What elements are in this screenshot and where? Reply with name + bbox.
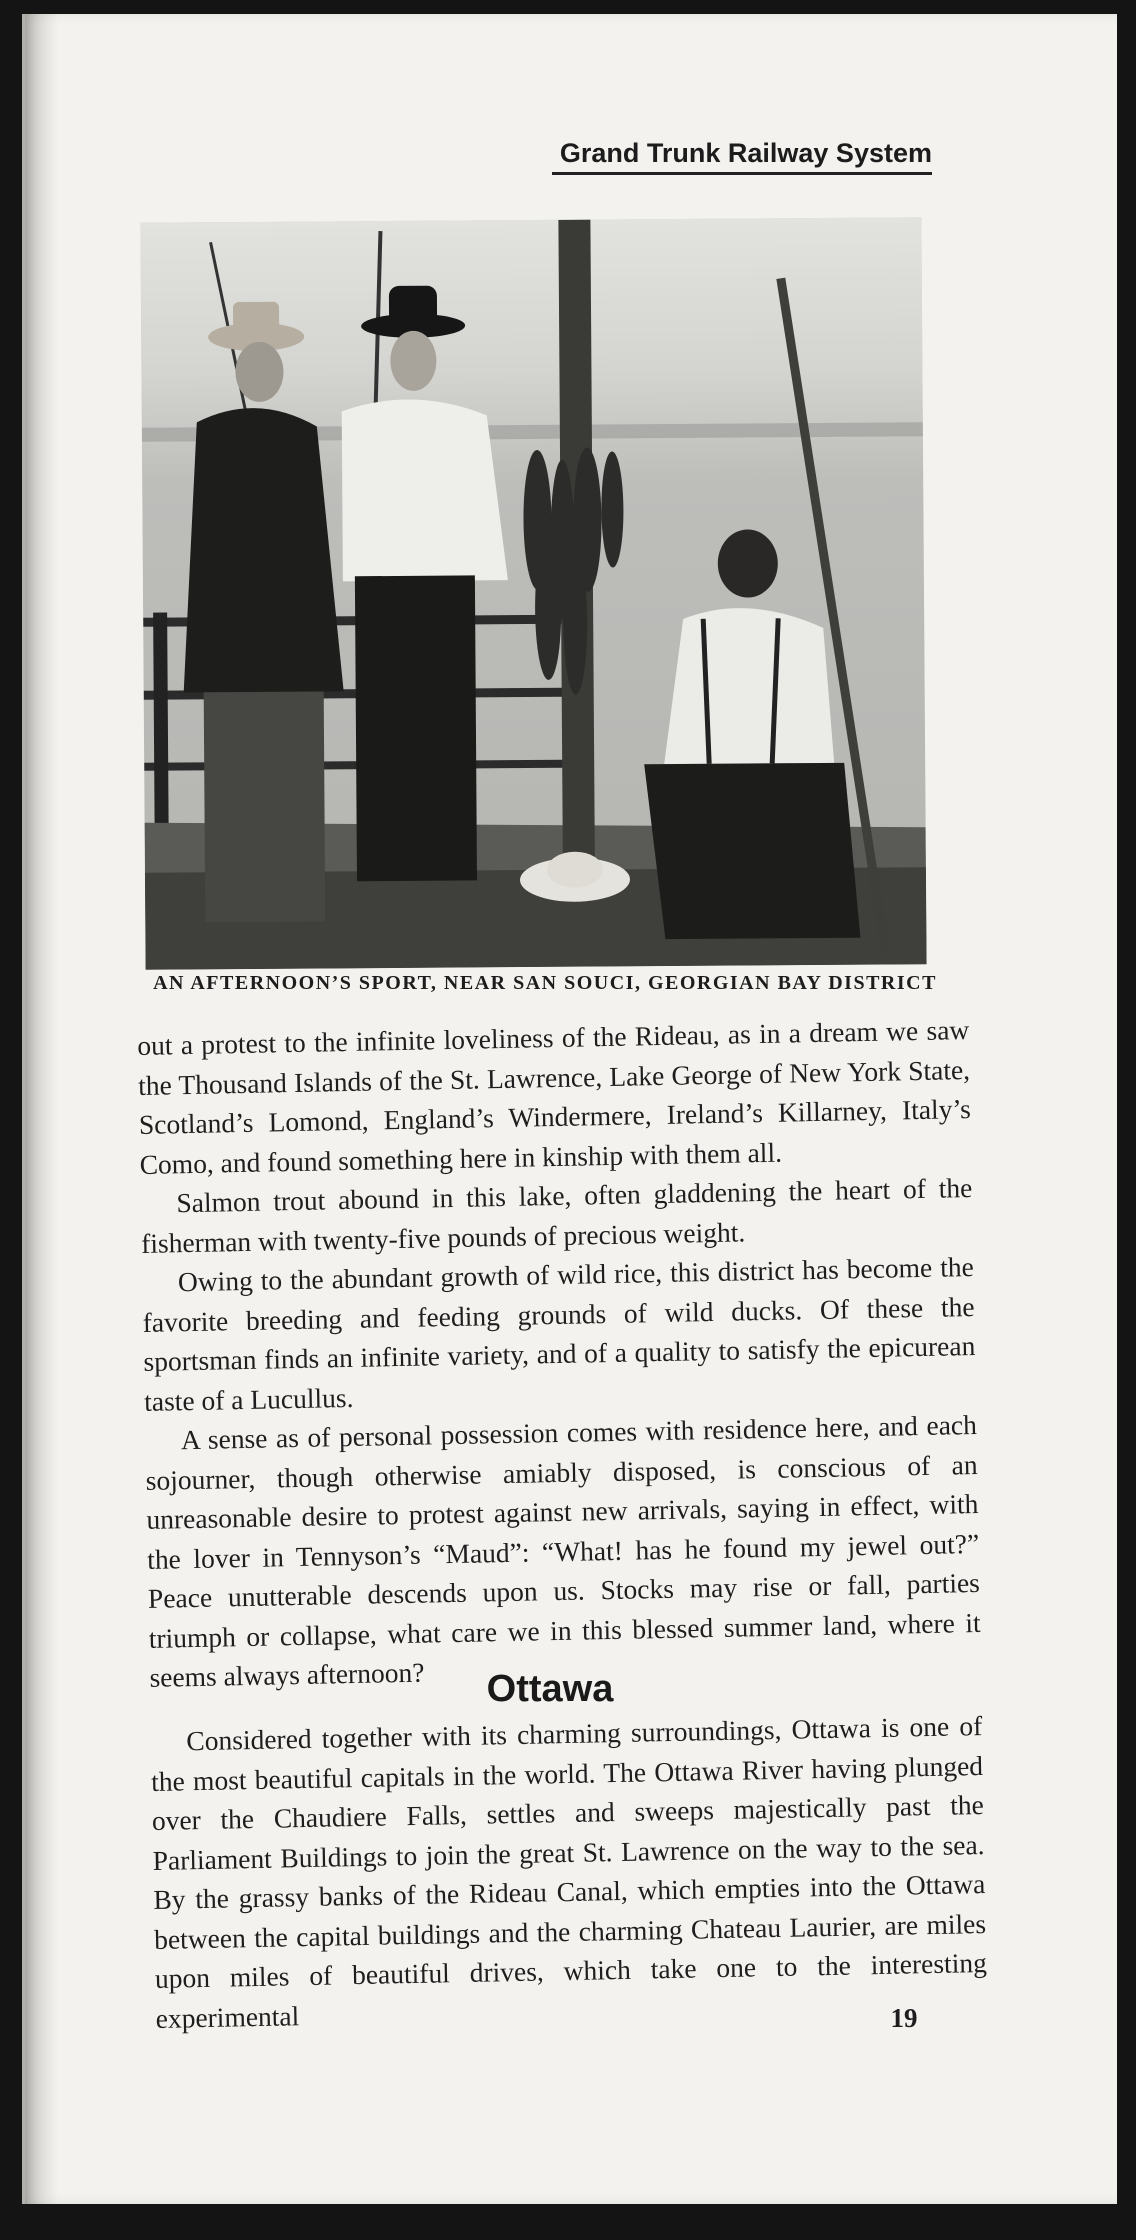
photo-illustration (140, 217, 926, 969)
figure-caption: AN AFTERNOON’S SPORT, NEAR SAN SOUCI, GEORGIAN BAY DISTRICT (153, 972, 937, 994)
gutter-shadow (22, 14, 58, 2204)
section-heading: Ottawa (486, 1668, 614, 1710)
paragraph: A sense as of personal possession comes with residence here, and each sojourner, though otherwise amiably disposed, is conscious of an unreasonable desire to protest against new arrivals, saying in effect, with the lover in Tennyson’s “Maud”: “What! has he found my jewel out?” Peace unutterable descends upon us. Stocks may rise or fall, parties triumph or collapse, what care we in this blessed summer land, where it seems always afternoon? (145, 1408, 981, 1693)
paragraph: Considered together with its charming surroundings, Ottawa is one of the most beautiful capitals in the world. The Ottawa River having plunged over the Chaudiere Falls, settles and sweeps majestically past the Parliament Buildings to join the great St. Lawrence on the way to the sea. By the grassy banks of the Rideau Canal, which empties into the Ottawa between the capital buildings and the charming Chateau Laurier, are miles upon miles of beautiful drives, which take one to the interesting experimental (150, 1710, 988, 2034)
running-head: Grand Trunk Railway System (552, 138, 932, 175)
body-text (137, 1010, 982, 1697)
paragraph: Owing to the abundant growth of wild rice, this district has become the favorite breeding and feeding grounds of wild ducks. Of these the sportsman finds an infinite variety, and of a quality to satisfy the epicurean taste of a Lucullus. (142, 1250, 976, 1417)
section-body-text (150, 1706, 988, 2038)
fishing-photograph (140, 217, 926, 969)
page-number: 19 (890, 2003, 918, 2033)
paragraph: out a protest to the infinite loveliness of the Rideau, as in a dream we saw the Thousand Islands of the St. Lawrence, Lake George of New York State, Scotland’s Lomond, England’s Windermere, Ireland’s Killarney, Italy’s Como, and found something here in kinship with them all. (137, 1014, 972, 1180)
paragraph: Salmon trout abound in this lake, often gladdening the heart of the fisherman with twenty-five pounds of precious weight. (140, 1171, 973, 1259)
